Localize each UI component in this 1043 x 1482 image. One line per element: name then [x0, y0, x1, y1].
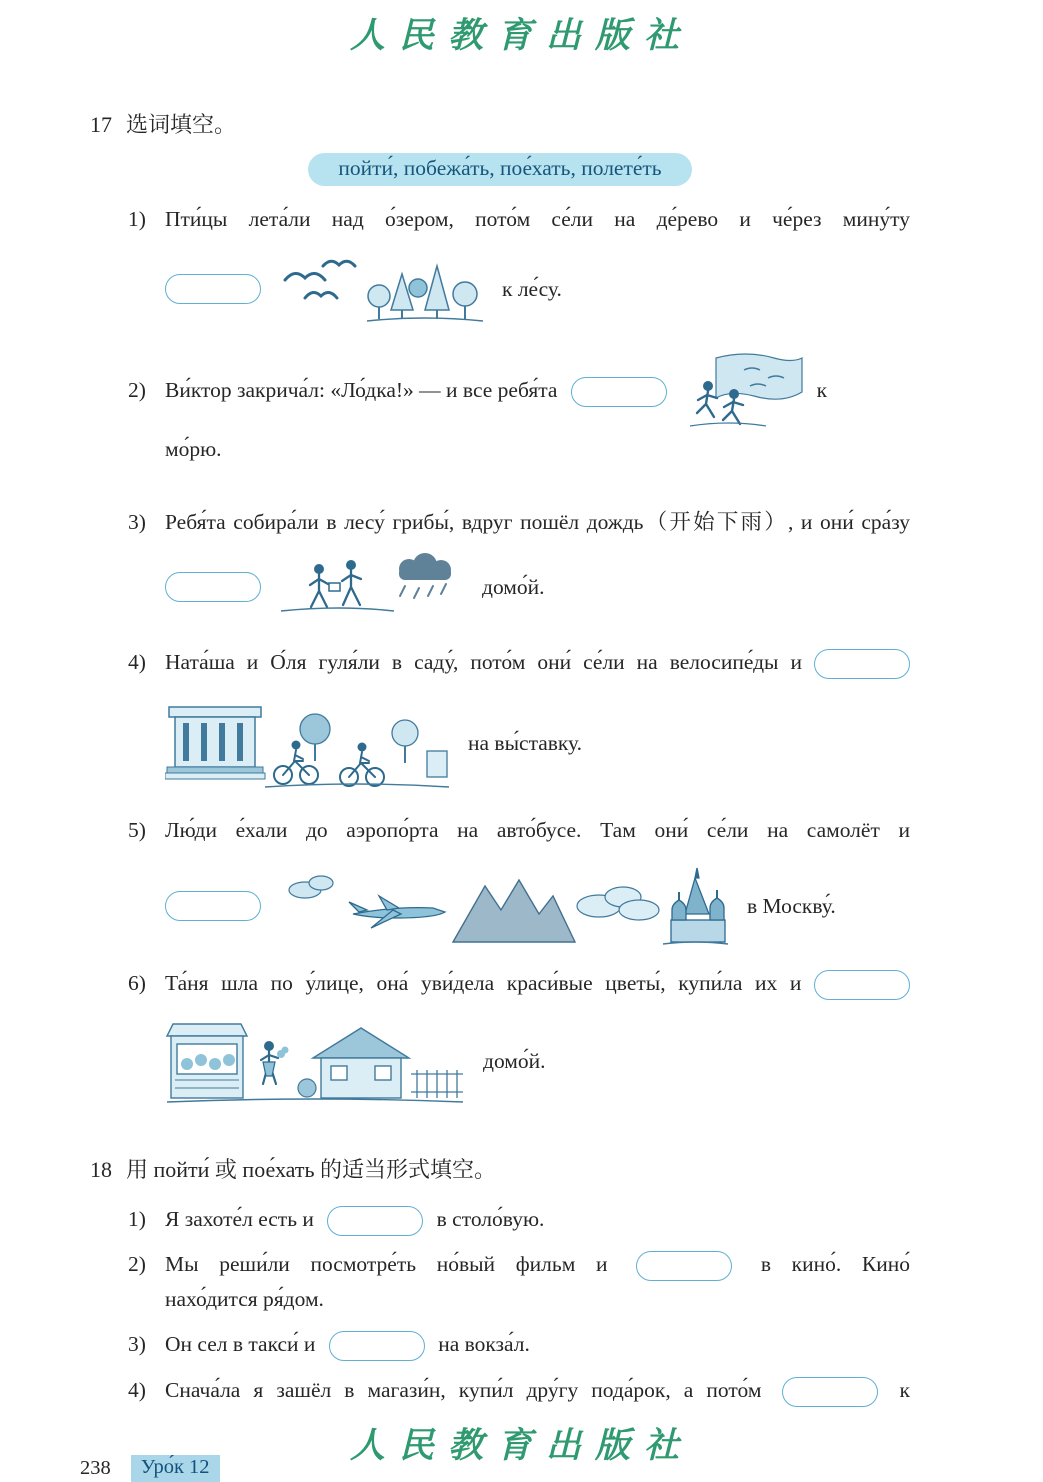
ex18-item-2	[128, 1247, 910, 1316]
kiosk-house-illustration	[165, 1014, 465, 1109]
item-text-after: к ле́су.	[502, 276, 562, 301]
ex17-item-3-media	[165, 553, 910, 621]
item-text-after: к	[816, 378, 828, 403]
item-number: 1)	[128, 206, 146, 231]
answer-blank-17-3[interactable]	[165, 572, 261, 602]
item-text-after: к	[899, 1377, 910, 1402]
ex17-item-5-media	[165, 862, 910, 950]
ex17-item-3	[128, 505, 910, 621]
ex17-item-4	[128, 645, 910, 793]
exercise-17	[0, 110, 1043, 1109]
ex17-item-1-text	[128, 202, 910, 236]
item-text: Пти́цы лета́ли над о́зером, пото́м се́ли на де́рево и че́рез мину́ту	[165, 206, 910, 231]
ex17-item-3-text	[128, 505, 910, 539]
ex17-item-2-text-line2	[165, 432, 910, 466]
ex18-item-4	[128, 1373, 910, 1407]
item-number: 2)	[128, 378, 146, 403]
item-text: Та́ня шла по у́лице, она́ уви́дела краси́вые цветы́, купи́ла их и	[165, 970, 802, 995]
item-text-after: в кино́. Кино́	[760, 1252, 910, 1277]
ex17-item-2-text	[128, 352, 910, 432]
rain-walkers-illustration	[279, 553, 464, 621]
exercise-17-title: 选词填空。	[126, 112, 237, 137]
item-text: Ната́ша и О́ля гуля́ли в саду́, пото́м они́ се́ли на велосипе́ды и	[165, 649, 803, 674]
ex17-item-6-media	[165, 1014, 910, 1109]
item-number: 4)	[128, 1377, 146, 1402]
answer-blank-17-5[interactable]	[165, 891, 261, 921]
answer-blank-18-2[interactable]	[636, 1251, 732, 1281]
item-text: нахо́дится ря́дом.	[165, 1286, 324, 1311]
item-number: 3)	[128, 509, 146, 534]
item-text-after: домо́й.	[483, 1049, 546, 1074]
ex17-item-4-media	[165, 693, 910, 793]
item-number: 1)	[128, 1206, 146, 1231]
item-text-after: в столо́вую.	[436, 1206, 545, 1231]
exercise-18-number: 18	[90, 1157, 112, 1183]
item-number: 5)	[128, 818, 146, 843]
ex18-item-2-text-line2	[165, 1282, 910, 1316]
ex17-item-1	[128, 202, 910, 328]
item-text-after: домо́й.	[482, 574, 545, 599]
answer-blank-18-3[interactable]	[329, 1331, 425, 1361]
publisher-logo-bottom	[0, 1418, 1043, 1468]
item-number: 3)	[128, 1332, 146, 1357]
item-text-after: в Москву́.	[747, 893, 836, 918]
page-number: 238	[80, 1456, 111, 1479]
item-text: Лю́ди е́хали до аэропо́рта на авто́бусе. Там они́ се́ли на самолёт и	[165, 818, 910, 843]
item-text: Мы реши́ли посмотре́ть но́вый фильм и	[165, 1252, 608, 1277]
ex17-item-6	[128, 966, 910, 1109]
item-text-after: на вы́ставку.	[468, 731, 583, 756]
exercise-17-header	[90, 110, 910, 141]
item-number: 6)	[128, 970, 146, 995]
item-text: Он сел в такси́ и	[165, 1332, 316, 1357]
publisher-logo-top	[0, 0, 1043, 58]
exercise-18-items	[128, 1202, 910, 1407]
ex18-item-3	[128, 1327, 910, 1361]
ex17-item-6-text	[128, 966, 910, 1000]
answer-blank-18-1[interactable]	[327, 1206, 423, 1236]
publisher-logo-text-bottom: 人民教育出版社	[349, 1425, 693, 1465]
ex17-item-4-text	[128, 645, 910, 679]
answer-blank-17-2[interactable]	[571, 377, 667, 407]
ex18-item-1-text	[128, 1202, 910, 1236]
item-number: 2)	[128, 1252, 146, 1277]
item-text: Я захоте́л есть и	[165, 1206, 314, 1231]
exercise-17-number: 17	[90, 112, 112, 137]
ex18-item-2-text	[128, 1247, 910, 1281]
item-number: 4)	[128, 649, 146, 674]
item-text: Ребя́та собира́ли в лесу́ грибы́, вдруг пошёл дождь（开始下雨）, и они́ сра́зу	[165, 509, 910, 534]
lesson-label: Уро́к 12	[131, 1455, 220, 1482]
answer-blank-18-4[interactable]	[782, 1377, 878, 1407]
answer-blank-17-4[interactable]	[814, 649, 910, 679]
ex18-item-1	[128, 1202, 910, 1236]
building-cyclists-illustration	[165, 693, 450, 793]
answer-blank-17-6[interactable]	[814, 970, 910, 1000]
publisher-logo-text: 人民教育出版社	[349, 16, 693, 55]
birds-forest-illustration	[279, 250, 484, 328]
item-text: Ви́ктор закрича́л: «Ло́дка!» — и все ребя́та	[165, 378, 558, 403]
ex17-item-5-text	[128, 813, 910, 847]
ex17-item-5	[128, 813, 910, 949]
item-text-after: на вокза́л.	[438, 1332, 530, 1357]
answer-blank-17-1[interactable]	[165, 274, 261, 304]
item-text: Снача́ла я зашёл в магази́н, купи́л дру́гу пода́рок, а пото́м	[165, 1377, 762, 1402]
children-sea-illustration	[688, 352, 803, 432]
ex18-item-4-text	[128, 1373, 910, 1407]
exercise-18-header	[90, 1155, 910, 1186]
ex18-item-3-text	[128, 1327, 910, 1361]
exercise-17-items	[128, 202, 910, 1109]
word-bank: пойти́, побежа́ть, пое́хать, полете́ть	[308, 153, 691, 186]
plane-moscow-illustration	[279, 862, 729, 950]
word-bank-row	[90, 153, 910, 186]
ex17-item-2	[128, 352, 910, 466]
exercise-18-title: 用 пойти́ 或 пое́хать 的适当形式填空。	[126, 1157, 497, 1183]
ex17-item-1-media	[165, 250, 910, 328]
item-text: мо́рю.	[165, 437, 222, 462]
exercise-18	[0, 1155, 1043, 1407]
